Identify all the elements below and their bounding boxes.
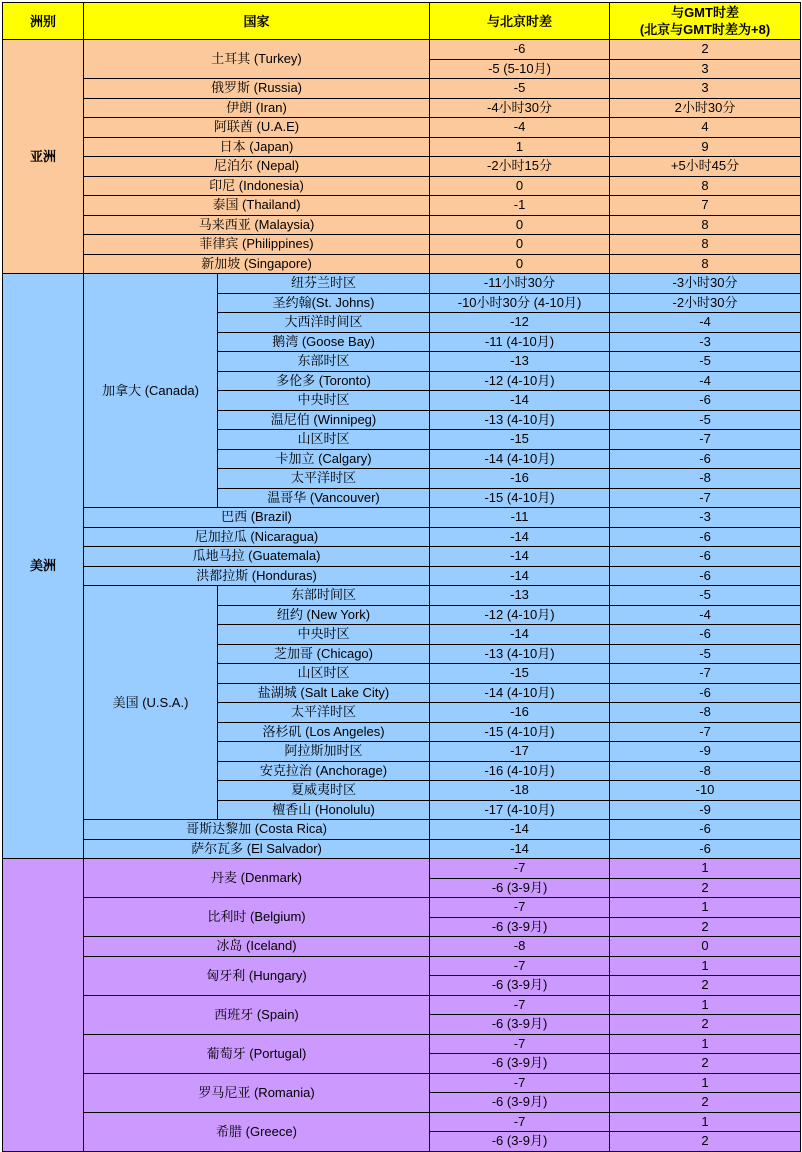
beijing-diff-cell: -14 (4-10月) [430,683,610,703]
gmt-diff-cell: -6 [610,391,801,411]
table-row [3,1073,801,1093]
gmt-diff-cell: -5 [610,644,801,664]
zone-label-cell: 安克拉治 (Anchorage) [218,761,430,781]
country-cell: 尼加拉瓜 (Nicaragua) [84,527,430,547]
zone-label-cell: 太平洋时区 [218,703,430,723]
usa-country-cell: 美国 (U.S.A.) [84,586,218,820]
beijing-diff-cell: -18 [430,781,610,801]
gmt-diff-cell: 9 [610,137,801,157]
beijing-diff-cell: -6 (3-9月) [430,1054,610,1074]
table-row [3,235,801,255]
table-row [3,527,801,547]
zone-label-cell: 纽芬兰时区 [218,274,430,294]
beijing-diff-cell: -14 [430,839,610,859]
gmt-diff-cell: -9 [610,800,801,820]
table-row [3,98,801,118]
beijing-diff-cell: -6 (3-9月) [430,1093,610,1113]
beijing-diff-cell: -12 [430,313,610,333]
gmt-diff-cell: 2 [610,878,801,898]
beijing-diff-cell: 0 [430,176,610,196]
gmt-diff-cell: -9 [610,742,801,762]
table-row [3,566,801,586]
table-row [3,79,801,99]
table-row [3,157,801,177]
beijing-diff-cell: -12 (4-10月) [430,371,610,391]
gmt-diff-cell: -3小时30分 [610,274,801,294]
gmt-diff-cell: -6 [610,820,801,840]
beijing-diff-cell: -17 (4-10月) [430,800,610,820]
canada-country-cell: 加拿大 (Canada) [84,274,218,508]
beijing-diff-cell: -16 [430,469,610,489]
beijing-diff-cell: -15 (4-10月) [430,488,610,508]
continent-americas: 美洲 [3,274,84,859]
continent-asia: 亚洲 [3,40,84,274]
table-row [3,40,801,60]
beijing-diff-cell: -14 [430,547,610,567]
gmt-diff-cell: 7 [610,196,801,216]
beijing-diff-cell: -14 [430,391,610,411]
beijing-diff-cell: -14 [430,566,610,586]
beijing-diff-cell: -14 [430,625,610,645]
gmt-diff-cell: -4 [610,313,801,333]
beijing-diff-cell: -7 [430,956,610,976]
gmt-diff-cell: 1 [610,1073,801,1093]
gmt-diff-cell: 4 [610,118,801,138]
gmt-diff-cell: -10 [610,781,801,801]
gmt-diff-cell: -6 [610,449,801,469]
zone-label-cell: 夏威夷时区 [218,781,430,801]
country-cell: 西班牙 (Spain) [84,995,430,1034]
gmt-diff-cell: 0 [610,937,801,957]
gmt-diff-cell: -6 [610,566,801,586]
zone-label-cell: 鹅湾 (Goose Bay) [218,332,430,352]
country-cell: 冰岛 (Iceland) [84,937,430,957]
beijing-diff-cell: -5 (5-10月) [430,59,610,79]
beijing-diff-cell: -17 [430,742,610,762]
gmt-diff-cell: -5 [610,410,801,430]
gmt-diff-cell: -6 [610,547,801,567]
country-cell: 印尼 (Indonesia) [84,176,430,196]
table-row [3,1034,801,1054]
gmt-diff-cell: -7 [610,722,801,742]
gmt-diff-cell: -8 [610,761,801,781]
gmt-diff-cell: -2小时30分 [610,293,801,313]
country-cell: 匈牙利 (Hungary) [84,956,430,995]
zone-label-cell: 东部时区 [218,352,430,372]
header-country: 国家 [84,3,430,40]
zone-label-cell: 东部时间区 [218,586,430,606]
gmt-diff-cell: -3 [610,332,801,352]
gmt-diff-cell: 1 [610,956,801,976]
gmt-diff-cell: 2 [610,40,801,60]
beijing-diff-cell: -4小时30分 [430,98,610,118]
beijing-diff-cell: -8 [430,937,610,957]
country-cell: 瓜地马拉 (Guatemala) [84,547,430,567]
table-row [3,196,801,216]
table-row [3,176,801,196]
country-cell: 葡萄牙 (Portugal) [84,1034,430,1073]
beijing-diff-cell: -13 (4-10月) [430,410,610,430]
country-cell: 丹麦 (Denmark) [84,859,430,898]
gmt-diff-cell: 1 [610,1112,801,1132]
timezone-table [2,2,801,1152]
gmt-diff-cell: -4 [610,371,801,391]
country-cell: 萨尔瓦多 (El Salvador) [84,839,430,859]
table-row [3,254,801,274]
beijing-diff-cell: 0 [430,235,610,255]
zone-label-cell: 中央时区 [218,391,430,411]
country-cell: 洪都拉斯 (Honduras) [84,566,430,586]
beijing-diff-cell: -6 (3-9月) [430,917,610,937]
country-cell: 尼泊尔 (Nepal) [84,157,430,177]
country-cell: 土耳其 (Turkey) [84,40,430,79]
zone-label-cell: 山区时区 [218,664,430,684]
header-gmt-diff [610,3,801,40]
zone-label-cell: 檀香山 (Honolulu) [218,800,430,820]
gmt-diff-cell: 8 [610,235,801,255]
zone-label-cell: 温尼伯 (Winnipeg) [218,410,430,430]
gmt-diff-cell: -7 [610,430,801,450]
beijing-diff-cell: -14 (4-10月) [430,449,610,469]
gmt-diff-cell: 2 [610,1093,801,1113]
country-cell: 马来西亚 (Malaysia) [84,215,430,235]
country-cell: 日本 (Japan) [84,137,430,157]
gmt-diff-cell: -3 [610,508,801,528]
country-cell: 比利时 (Belgium) [84,898,430,937]
gmt-diff-cell: -6 [610,527,801,547]
beijing-diff-cell: -15 [430,664,610,684]
zone-label-cell: 中央时区 [218,625,430,645]
beijing-diff-cell: -6 (3-9月) [430,1015,610,1035]
table-row [3,508,801,528]
table-row [3,1112,801,1132]
header-beijing-diff: 与北京时差 [430,3,610,40]
country-cell: 泰国 (Thailand) [84,196,430,216]
gmt-diff-cell: -6 [610,839,801,859]
beijing-diff-cell: -16 [430,703,610,723]
gmt-diff-cell: -6 [610,683,801,703]
gmt-diff-cell: 1 [610,859,801,879]
zone-label-cell: 山区时区 [218,430,430,450]
beijing-diff-cell: -13 [430,352,610,372]
country-cell: 俄罗斯 (Russia) [84,79,430,99]
gmt-diff-cell: 2 [610,917,801,937]
table-row [3,137,801,157]
header-gmt-diff-line2: (北京与GMT时差为+8) [639,22,771,37]
table-row [3,547,801,567]
beijing-diff-cell: -7 [430,1112,610,1132]
gmt-diff-cell: 1 [610,1034,801,1054]
beijing-diff-cell: -7 [430,859,610,879]
beijing-diff-cell: -4 [430,118,610,138]
beijing-diff-cell: -5 [430,79,610,99]
beijing-diff-cell: -15 [430,430,610,450]
table-row [3,898,801,918]
country-cell: 菲律宾 (Philippines) [84,235,430,255]
zone-label-cell: 多伦多 (Toronto) [218,371,430,391]
country-cell: 罗马尼亚 (Romania) [84,1073,430,1112]
zone-label-cell: 卡加立 (Calgary) [218,449,430,469]
beijing-diff-cell: -12 (4-10月) [430,605,610,625]
gmt-diff-cell: -5 [610,586,801,606]
header-continent: 洲别 [3,3,84,40]
beijing-diff-cell: -10小时30分 (4-10月) [430,293,610,313]
zone-label-cell: 圣约翰(St. Johns) [218,293,430,313]
gmt-diff-cell: 2 [610,1015,801,1035]
table-row [3,859,801,879]
table-row [3,118,801,138]
zone-label-cell: 太平洋时区 [218,469,430,489]
beijing-diff-cell: -7 [430,995,610,1015]
beijing-diff-cell: -1 [430,196,610,216]
beijing-diff-cell: -13 (4-10月) [430,644,610,664]
table-row [3,215,801,235]
gmt-diff-cell: 8 [610,176,801,196]
header-gmt-diff-line1: 与GMT时差 [671,5,739,20]
header-row [3,3,801,40]
table-row [3,586,801,606]
zone-label-cell: 盐湖城 (Salt Lake City) [218,683,430,703]
gmt-diff-cell: -6 [610,625,801,645]
gmt-diff-cell: 1 [610,898,801,918]
beijing-diff-cell: -15 (4-10月) [430,722,610,742]
country-cell: 阿联酋 (U.A.E) [84,118,430,138]
continent-europe [3,859,84,1152]
zone-label-cell: 纽约 (New York) [218,605,430,625]
beijing-diff-cell: -6 [430,40,610,60]
gmt-diff-cell: 3 [610,59,801,79]
gmt-diff-cell: -8 [610,703,801,723]
beijing-diff-cell: -2小时15分 [430,157,610,177]
table-row [3,274,801,294]
table-row [3,839,801,859]
beijing-diff-cell: 0 [430,254,610,274]
gmt-diff-cell: 2小时30分 [610,98,801,118]
zone-label-cell: 大西洋时间区 [218,313,430,333]
gmt-diff-cell: -7 [610,488,801,508]
country-cell: 巴西 (Brazil) [84,508,430,528]
beijing-diff-cell: -7 [430,898,610,918]
beijing-diff-cell: -7 [430,1073,610,1093]
country-cell: 新加坡 (Singapore) [84,254,430,274]
beijing-diff-cell: -6 (3-9月) [430,878,610,898]
beijing-diff-cell: 1 [430,137,610,157]
gmt-diff-cell: -4 [610,605,801,625]
beijing-diff-cell: -7 [430,1034,610,1054]
gmt-diff-cell: 2 [610,1132,801,1152]
beijing-diff-cell: -14 [430,527,610,547]
beijing-diff-cell: -14 [430,820,610,840]
beijing-diff-cell: -16 (4-10月) [430,761,610,781]
country-cell: 伊朗 (Iran) [84,98,430,118]
beijing-diff-cell: -11 (4-10月) [430,332,610,352]
gmt-diff-cell: -5 [610,352,801,372]
gmt-diff-cell: -8 [610,469,801,489]
gmt-diff-cell: 2 [610,1054,801,1074]
table-row [3,937,801,957]
gmt-diff-cell: 8 [610,254,801,274]
table-row [3,995,801,1015]
beijing-diff-cell: -11小时30分 [430,274,610,294]
beijing-diff-cell: -6 (3-9月) [430,1132,610,1152]
zone-label-cell: 洛杉矶 (Los Angeles) [218,722,430,742]
gmt-diff-cell: 8 [610,215,801,235]
zone-label-cell: 温哥华 (Vancouver) [218,488,430,508]
table-row [3,956,801,976]
gmt-diff-cell: -7 [610,664,801,684]
beijing-diff-cell: -13 [430,586,610,606]
beijing-diff-cell: 0 [430,215,610,235]
gmt-diff-cell: 1 [610,995,801,1015]
zone-label-cell: 芝加哥 (Chicago) [218,644,430,664]
gmt-diff-cell: 2 [610,976,801,996]
beijing-diff-cell: -6 (3-9月) [430,976,610,996]
table-row [3,820,801,840]
gmt-diff-cell: +5小时45分 [610,157,801,177]
zone-label-cell: 阿拉斯加时区 [218,742,430,762]
country-cell: 希腊 (Greece) [84,1112,430,1151]
gmt-diff-cell: 3 [610,79,801,99]
beijing-diff-cell: -11 [430,508,610,528]
country-cell: 哥斯达黎加 (Costa Rica) [84,820,430,840]
